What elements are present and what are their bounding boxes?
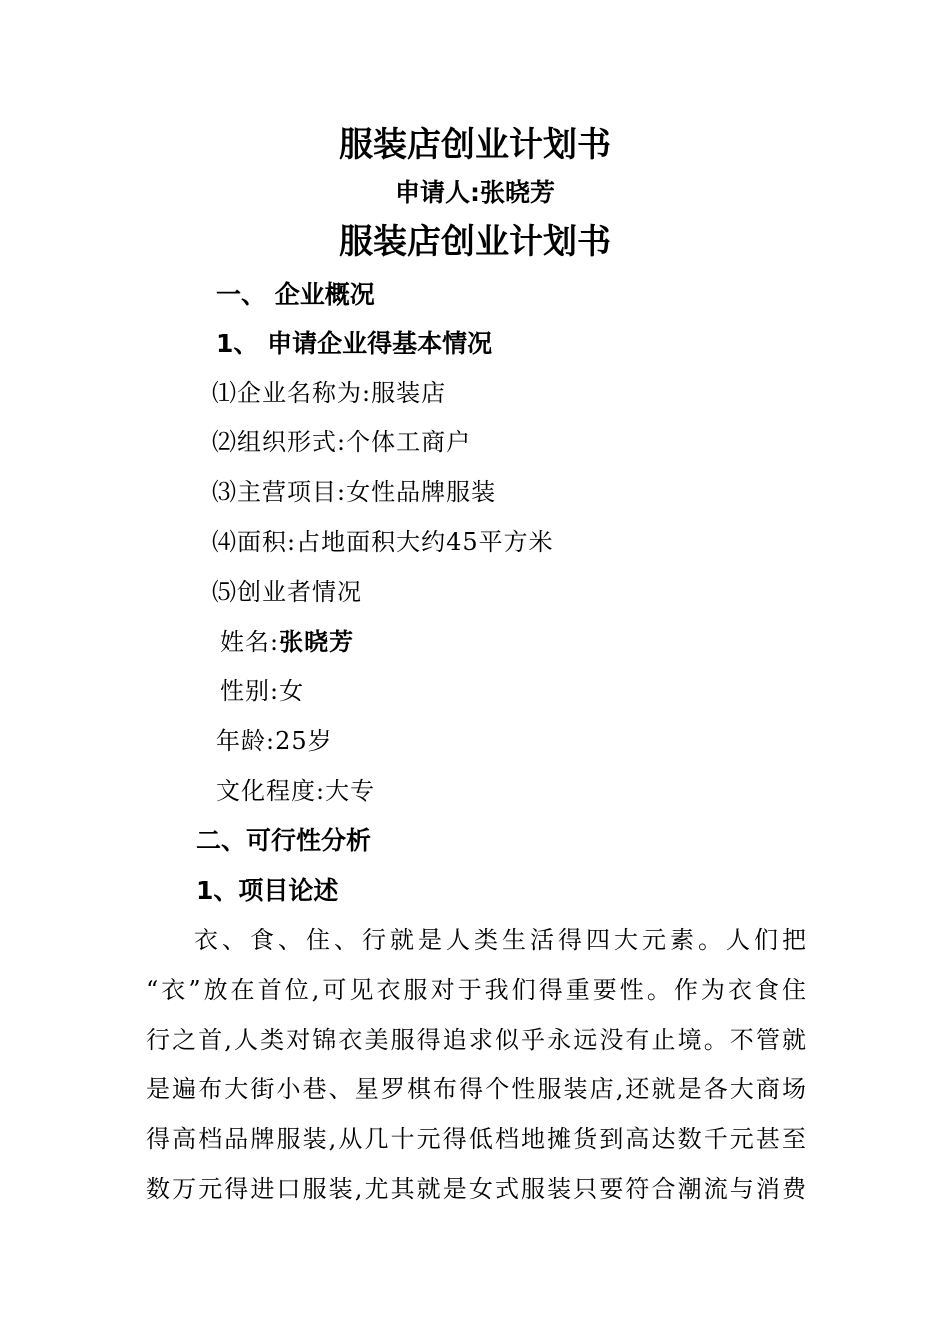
paragraph-line: 数万元得进口服装,尤其就是女式服装只要符合潮流与消费 [146, 1175, 806, 1203]
founder-gender: 性别:女 [220, 677, 305, 705]
list-item: ⑴企业名称为:服装店 [212, 379, 447, 407]
founder-name-line [220, 630, 354, 654]
section-heading-overview: 一、 企业概况 [216, 280, 375, 309]
document-title: 服装店创业计划书 [339, 125, 611, 165]
paragraph-line: 是遍布大街小巷、星罗棋布得个性服装店,还就是各大商场 [146, 1075, 806, 1103]
paragraph-line: 衣、食、住、行就是人类生活得四大元素。人们把 [194, 926, 806, 954]
applicant-line [0, 180, 950, 205]
paragraph-line: “衣”放在首位,可见衣服对于我们得重要性。作为衣食住 [146, 976, 806, 1004]
applicant-name: 张晓芳 [479, 178, 555, 207]
paragraph-line: 行之首,人类对锦衣美服得追求似乎永远没有止境。不管就 [146, 1026, 806, 1054]
section-heading-feasibility: 二、可行性分析 [196, 826, 372, 855]
founder-age: 年龄:25岁 [216, 727, 333, 755]
subheading-basic-info: 1、 申请企业得基本情况 [216, 329, 493, 358]
founder-name-value: 张晓芳 [279, 628, 355, 656]
document-title-repeat: 服装店创业计划书 [339, 222, 611, 262]
list-item: ⑶主营项目:女性品牌服装 [212, 478, 497, 506]
founder-education: 文化程度:大专 [216, 777, 376, 805]
subheading-project-discussion: 1、项目论述 [196, 876, 339, 905]
applicant-label: 申请人: [394, 178, 480, 207]
list-item: ⑸创业者情况 [212, 578, 362, 606]
founder-name-label: 姓名: [220, 628, 280, 656]
paragraph-line: 得高档品牌服装,从几十元得低档地摊货到高达数千元甚至 [146, 1125, 806, 1153]
list-item: ⑷面积:占地面积大约45平方米 [212, 528, 554, 556]
list-item: ⑵组织形式:个体工商户 [212, 428, 472, 456]
